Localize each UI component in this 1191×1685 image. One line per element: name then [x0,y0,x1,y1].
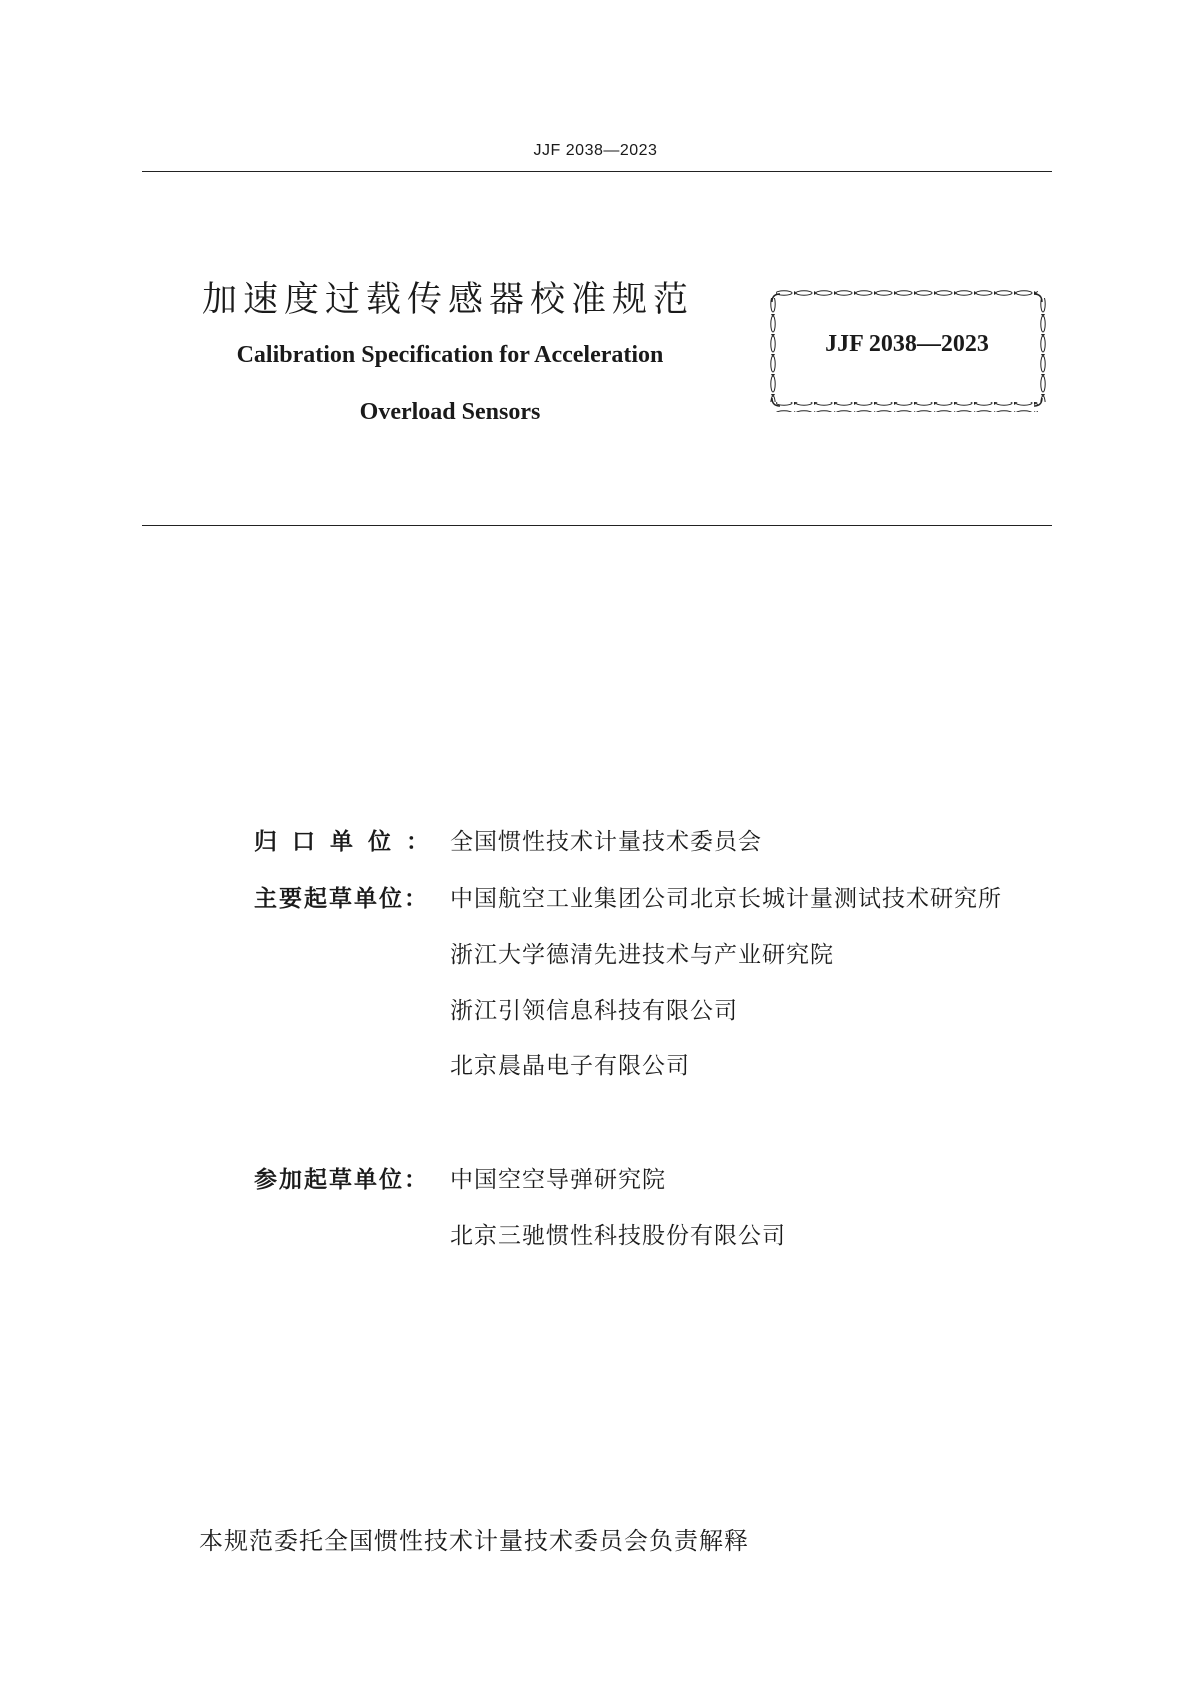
main-drafters-label: 主要起草单位： [254,886,429,912]
footer-interpretation-note: 本规范委托全国惯性技术计量技术委员会负责解释 [199,1527,749,1555]
responsible-org-value: 全国惯性技术计量技术委员会 [450,829,762,855]
header-spec-code: JJF 2038—2023 [533,142,658,159]
main-drafter-item: 北京晨晶电子有限公司 [450,1053,690,1079]
responsible-org-label: 归口单位： [254,829,444,855]
main-drafter-item: 浙江大学德清先进技术与产业研究院 [450,942,834,968]
title-english-line-2: Overload Sensors [359,399,541,425]
title-english-line-1: Calibration Specification for Acceleration [236,342,664,368]
main-drafter-item: 中国航空工业集团公司北京长城计量测试技术研究所 [450,886,1002,912]
participating-drafters-label: 参加起草单位： [254,1167,429,1193]
title-chinese: 加速度过载传感器校准规范 [202,280,695,320]
middle-rule [142,525,1052,526]
main-drafter-item: 浙江引领信息科技有限公司 [450,998,738,1024]
top-rule [142,171,1052,172]
participating-drafter-item: 北京三驰惯性科技股份有限公司 [450,1223,786,1249]
code-box [768,288,1046,412]
code-box-text: JJF 2038—2023 [825,331,989,357]
participating-drafter-item: 中国空空导弹研究院 [450,1167,666,1193]
